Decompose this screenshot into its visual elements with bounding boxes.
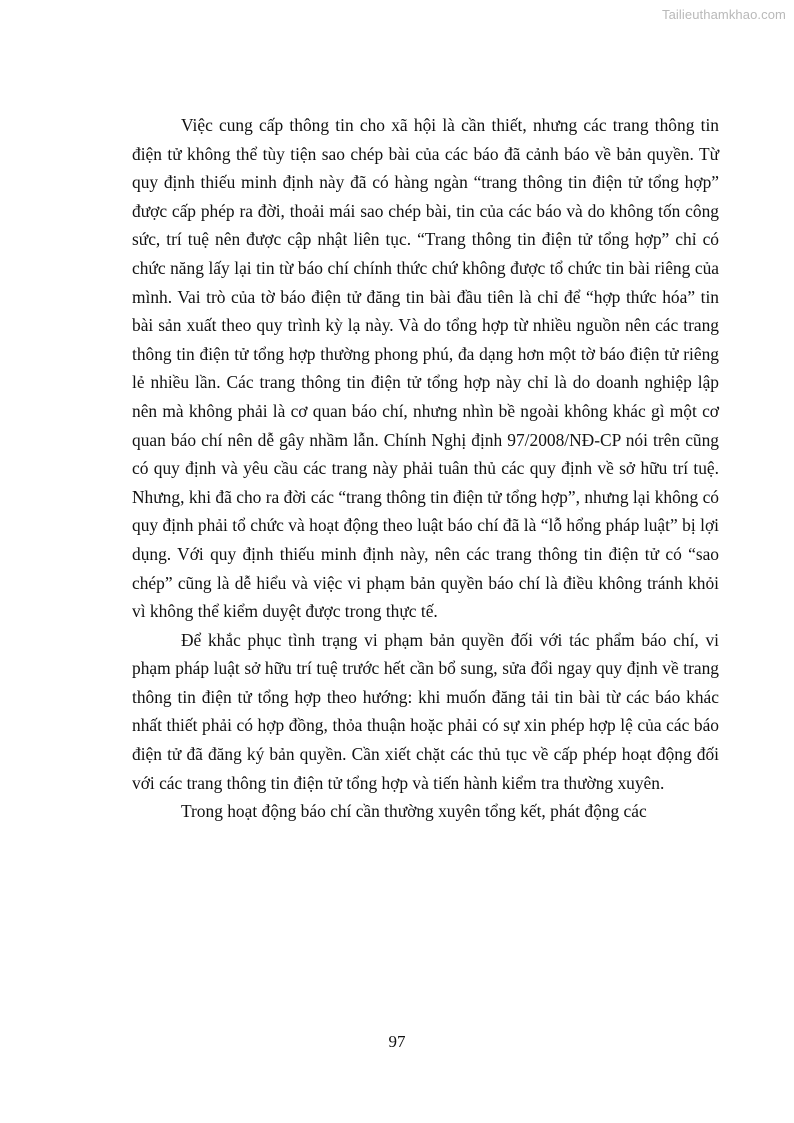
page-body <box>132 111 719 826</box>
paragraph-2: Để khắc phục tình trạng vi phạm bản quyền đối với tác phẩm báo chí, vi phạm pháp luật sở hữu trí tuệ trước hết cần bổ sung, sửa đổi ngay quy định về trang thông tin điện tử tổng hợp theo hướng: khi muốn đăng tải tin bài từ các báo khác nhất thiết phải có hợp đồng, thỏa thuận hoặc phải có sự xin phép hợp lệ của các báo điện tử đã đăng ký bản quyền. Cần xiết chặt các thủ tục về cấp phép hoạt động đối với các trang thông tin điện tử tổng hợp và tiến hành kiểm tra thường xuyên. <box>132 629 719 793</box>
page-number: 97 <box>388 1032 406 1051</box>
paragraph-1: Việc cung cấp thông tin cho xã hội là cần thiết, nhưng các trang thông tin điện tử không thể tùy tiện sao chép bài của các báo đã cảnh báo về bản quyền. Từ quy định thiếu minh định này đã có hàng ngàn “trang thông tin điện tử tổng hợp” được cấp phép ra đời, thoải mái sao chép bài, tin của các báo và do không tốn công sức, trí tuệ nên được cập nhật liên tục. “Trang thông tin điện tử tổng hợp” chỉ có chức năng lấy lại tin từ báo chí chính thức chứ không được tổ chức tin bài riêng của mình. Vai trò của tờ báo điện tử đăng tin bài đầu tiên là chỉ để “hợp thức hóa” tin bài sản xuất theo quy trình kỳ lạ này. Và do tổng hợp từ nhiều nguồn nên các trang thông tin điện tử tổng hợp thường phong phú, đa dạng hơn một tờ báo điện tử riêng lẻ nhiều lần. Các trang thông tin điện tử tổng hợp này chỉ là do doanh nghiệp lập nên mà không phải là cơ quan báo chí, nhưng nhìn bề ngoài không khác gì một cơ quan báo chí nên dễ gây nhầm lẫn. Chính Nghị định 97/2008/NĐ-CP nói trên cũng có quy định và yêu cầu các trang này phải tuân thủ các quy định về sở hữu trí tuệ. Nhưng, khi đã cho ra đời các “trang thông tin điện tử tổng hợp”, nhưng lại không có quy định phải tổ chức và hoạt động theo luật báo chí đã là “lỗ hổng pháp luật” bị lợi dụng. Với quy định thiếu minh định này, nên các trang thông tin điện tử có “sao chép” cũng là dễ hiểu và việc vi phạm bản quyền báo chí là điều không tránh khỏi vì không thể kiểm duyệt được trong thực tế. <box>132 115 719 622</box>
paragraph-3: Trong hoạt động báo chí cần thường xuyên tổng kết, phát động các <box>181 801 647 822</box>
watermark: Tailieuthamkhao.com <box>661 7 786 22</box>
